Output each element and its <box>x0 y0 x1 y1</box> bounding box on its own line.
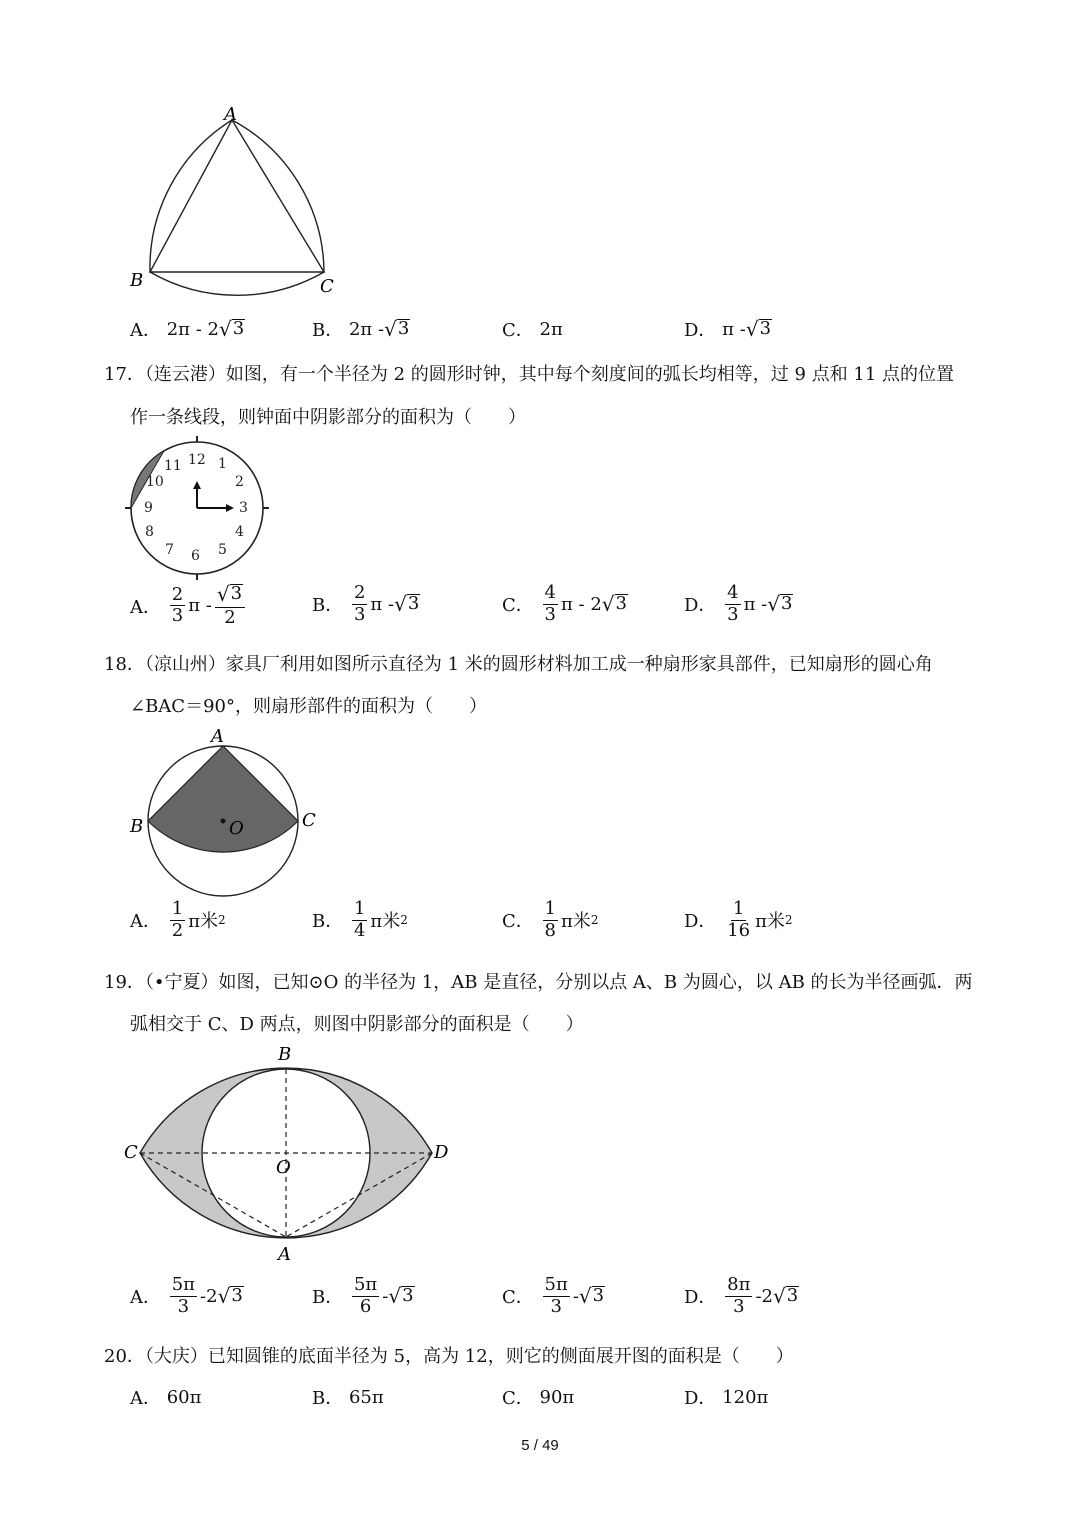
fraction: √ 3 2 <box>215 584 245 628</box>
q17-text-line2: 作一条线段，则钟面中阴影部分的面积为（ ） <box>130 407 526 428</box>
q19-figure <box>120 1040 460 1270</box>
q19-label-o: O <box>276 1157 291 1178</box>
sqrt: √ 3 <box>745 317 772 341</box>
clock-2: 2 <box>235 474 244 490</box>
q19-label-a: A <box>278 1244 291 1265</box>
q17-option-c[interactable]: C． $\frac{4}{3}$ π - 2 √ 3 <box>502 582 627 625</box>
clock-1: 1 <box>218 456 227 472</box>
q18-option-b[interactable]: B． $\frac{1}{4}$ π米 2 <box>312 898 408 941</box>
q16-figure <box>120 100 350 300</box>
fraction: $\frac{8\pi}{3}$ <box>727 1274 751 1317</box>
fraction: $\frac{1}{8}$ <box>544 898 556 941</box>
sqrt: √ 3 <box>388 1284 414 1309</box>
q16-label-c: C <box>320 276 334 297</box>
q16-label-b: B <box>130 270 144 291</box>
sqrt: √ 3 <box>384 317 410 341</box>
page-number: 5 / 49 <box>521 1437 559 1454</box>
clock-11: 11 <box>164 458 182 474</box>
q18-option-c[interactable]: C． $\frac{1}{8}$ π米 2 <box>502 898 599 941</box>
fraction: $\frac{2}{3}$ <box>171 583 184 627</box>
clock-12: 12 <box>188 452 206 468</box>
q18-label-a: A <box>211 726 224 747</box>
q16-label-a: A <box>224 104 237 125</box>
q17-option-a[interactable]: A． $\frac{2}{3}$ π - √ 3 2 <box>130 584 248 628</box>
q17-clock-figure <box>124 436 270 582</box>
fraction: $\frac{5\pi}{3}$ <box>171 1274 196 1317</box>
fraction: $\frac{5\pi}{3}$ <box>544 1274 568 1317</box>
sqrt: √ 3 <box>394 592 420 617</box>
sqrt: √ 3 <box>217 1284 243 1309</box>
q20-option-d[interactable]: D． 120π <box>684 1386 769 1409</box>
q16-option-c[interactable]: C． 2π <box>502 318 563 341</box>
q17-text-line1: 17．（连云港）如图，有一个半径为 2 的圆形时钟，其中每个刻度间的弧长均相等，过 9 点和 11 点的位置 <box>104 364 955 385</box>
sqrt: √ 3 <box>219 317 245 341</box>
clock-10: 10 <box>146 474 164 490</box>
q19-text-line1: 19．（•宁夏）如图，已知⊙O 的半径为 1，AB 是直径，分别以点 A、B 为圆心，以 AB 的长为半径画弧．两 <box>104 972 973 993</box>
q16-option-a[interactable]: A． 2π - 2 √ 3 <box>130 317 245 341</box>
q19-text-line2: 弧相交于 C、D 两点，则图中阴影部分的面积是（ ） <box>130 1014 584 1035</box>
q19-label-c: C <box>124 1142 138 1163</box>
q18-option-d[interactable]: D． $\frac{1}{16}$ π米 2 <box>684 898 793 941</box>
clock-5: 5 <box>218 542 227 558</box>
q18-option-a[interactable]: A． $\frac{1}{2}$ π米 2 <box>130 898 226 941</box>
q18-figure <box>126 724 326 899</box>
clock-7: 7 <box>165 542 174 558</box>
q18-text-line2: ∠BAC＝90°，则扇形部件的面积为（ ） <box>130 696 487 717</box>
clock-4: 4 <box>235 524 244 540</box>
clock-9: 9 <box>144 500 153 516</box>
fraction: $\frac{4}{3}$ <box>544 582 556 625</box>
sqrt: √ 3 <box>601 592 627 617</box>
fraction: $\frac{5\pi}{6}$ <box>353 1274 378 1317</box>
fraction: $\frac{1}{4}$ <box>353 898 366 941</box>
q19-label-d: D <box>434 1142 449 1163</box>
fraction: $\frac{1}{2}$ <box>171 898 184 941</box>
q20-option-a[interactable]: A． 60π <box>130 1386 202 1409</box>
fraction: $\frac{2}{3}$ <box>353 582 366 625</box>
clock-3: 3 <box>239 500 248 516</box>
q16-option-d[interactable]: D． π - √ 3 <box>684 317 772 341</box>
clock-8: 8 <box>145 524 154 540</box>
fraction: $\frac{1}{16}$ <box>727 898 751 941</box>
q20-option-b[interactable]: B． 65π <box>312 1386 384 1409</box>
q18-label-o: O <box>229 818 244 839</box>
q19-option-c[interactable]: C． $\frac{5\pi}{3}$ - √ 3 <box>502 1274 605 1317</box>
q19-option-d[interactable]: D． $\frac{8\pi}{3}$ -2 √ 3 <box>684 1274 799 1317</box>
q19-option-a[interactable]: A． $\frac{5\pi}{3}$ -2 √ 3 <box>130 1274 243 1317</box>
q18-label-c: C <box>302 810 316 831</box>
sqrt: √ 3 <box>773 1284 799 1309</box>
clock-6: 6 <box>191 548 200 564</box>
q17-option-d[interactable]: D． $\frac{4}{3}$ π - √ 3 <box>684 582 793 625</box>
fraction: $\frac{4}{3}$ <box>727 582 739 625</box>
sqrt: √ 3 <box>767 592 793 617</box>
q16-option-b[interactable]: B． 2π - √ 3 <box>312 317 410 341</box>
q19-option-b[interactable]: B． $\frac{5\pi}{6}$ - √ 3 <box>312 1274 414 1317</box>
q20-option-c[interactable]: C． 90π <box>502 1386 575 1409</box>
q18-text-line1: 18．（凉山州）家具厂利用如图所示直径为 1 米的圆形材料加工成一种扇形家具部件，已知扇形的圆心角 <box>104 654 933 675</box>
q19-label-b: B <box>278 1044 292 1065</box>
q20-text-line1: 20．（大庆）已知圆锥的底面半径为 5，高为 12，则它的侧面展开图的面积是（ ） <box>104 1346 794 1367</box>
q18-label-b: B <box>130 816 144 837</box>
sqrt: √ 3 <box>578 1284 605 1309</box>
q17-option-b[interactable]: B． $\frac{2}{3}$ π - √ 3 <box>312 582 420 625</box>
